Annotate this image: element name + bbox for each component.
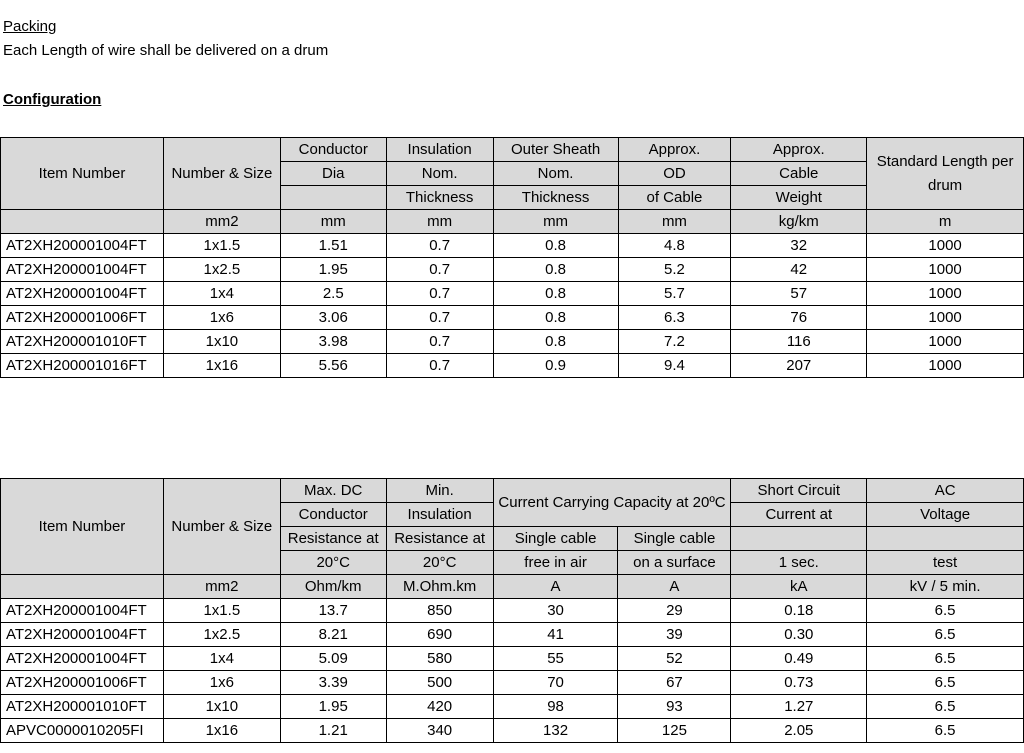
unit-cell	[1, 575, 164, 599]
table-cell: 1000	[867, 330, 1024, 354]
header-max-dc-3: Resistance at	[280, 527, 386, 551]
table-row	[1, 234, 1024, 258]
table-cell: 6.5	[867, 623, 1024, 647]
table-cell: 29	[618, 599, 731, 623]
packing-heading: Packing	[3, 18, 57, 35]
header-min-insulation-4: 20°C	[386, 551, 493, 575]
header-approx-weight-2: Cable	[731, 162, 867, 186]
header-max-dc-2: Conductor	[280, 503, 386, 527]
table-cell: 1x4	[163, 282, 280, 306]
table-cell: 0.7	[386, 258, 493, 282]
header-approx-od-2: OD	[618, 162, 731, 186]
header-short-circuit-4: 1 sec.	[731, 551, 867, 575]
item-number-cell: AT2XH200001004FT	[1, 623, 164, 647]
table-cell: 1.27	[731, 695, 867, 719]
table-cell: 6.5	[867, 647, 1024, 671]
table-cell: 0.49	[731, 647, 867, 671]
table-cell: 0.8	[493, 234, 618, 258]
unit-cell: kA	[731, 575, 867, 599]
table-cell: 1x10	[163, 695, 280, 719]
table-cell: 0.8	[493, 282, 618, 306]
table-cell: 5.56	[280, 354, 386, 378]
table-row	[1, 719, 1024, 743]
table-cell: 0.9	[493, 354, 618, 378]
header-min-insulation-3: Resistance at	[386, 527, 493, 551]
table-cell: 3.06	[280, 306, 386, 330]
header-ac-voltage-4: test	[867, 551, 1024, 575]
table-cell: 500	[386, 671, 493, 695]
table-cell: 1x1.5	[163, 599, 280, 623]
units-row	[1, 575, 1024, 599]
table-cell: 0.8	[493, 258, 618, 282]
table-row	[1, 647, 1024, 671]
configuration-table	[0, 137, 1024, 378]
item-number-cell: AT2XH200001006FT	[1, 671, 164, 695]
header-approx-weight: Approx.	[731, 138, 867, 162]
unit-cell: A	[493, 575, 618, 599]
unit-cell: mm	[280, 210, 386, 234]
table-cell: 6.5	[867, 719, 1024, 743]
table-cell: 0.7	[386, 330, 493, 354]
item-number-cell: AT2XH200001004FT	[1, 282, 164, 306]
table-cell: 580	[386, 647, 493, 671]
table-row	[1, 695, 1024, 719]
table-cell: 5.2	[618, 258, 731, 282]
unit-cell: mm	[493, 210, 618, 234]
table-cell: 1.51	[280, 234, 386, 258]
table-cell: 690	[386, 623, 493, 647]
table-cell: 1x16	[163, 354, 280, 378]
table-row	[1, 354, 1024, 378]
table-cell: 0.7	[386, 354, 493, 378]
item-number-cell: AT2XH200001004FT	[1, 647, 164, 671]
header-short-circuit-3	[731, 527, 867, 551]
table-cell: 55	[493, 647, 618, 671]
table-cell: 42	[731, 258, 867, 282]
header-max-dc-4: 20°C	[280, 551, 386, 575]
table-cell: 3.98	[280, 330, 386, 354]
header-insulation: Insulation	[386, 138, 493, 162]
table-cell: 8.21	[280, 623, 386, 647]
table-cell: 1000	[867, 354, 1024, 378]
table-cell: 6.5	[867, 695, 1024, 719]
table-cell: 5.7	[618, 282, 731, 306]
table-cell: 1000	[867, 234, 1024, 258]
table-cell: 6.5	[867, 671, 1024, 695]
table-cell: 0.8	[493, 306, 618, 330]
table-row	[1, 599, 1024, 623]
table-cell: 1x6	[163, 671, 280, 695]
table-cell: 67	[618, 671, 731, 695]
table-cell: 13.7	[280, 599, 386, 623]
unit-cell	[1, 210, 164, 234]
table-cell: 4.8	[618, 234, 731, 258]
header-conductor-2: Dia	[280, 162, 386, 186]
header-number-size: Number & Size	[163, 138, 280, 210]
table-cell: 32	[731, 234, 867, 258]
header-short-circuit: Short Circuit	[731, 479, 867, 503]
table-cell: 0.7	[386, 234, 493, 258]
header-free-in-air: Single cable	[493, 527, 618, 551]
table-cell: 9.4	[618, 354, 731, 378]
table-cell: 1.95	[280, 258, 386, 282]
table-cell: 1x16	[163, 719, 280, 743]
table-cell: 1000	[867, 258, 1024, 282]
configuration-heading: Configuration	[3, 91, 102, 108]
table-row	[1, 306, 1024, 330]
packing-text: Each Length of wire shall be delivered on a drum	[3, 42, 329, 59]
table-cell: 3.39	[280, 671, 386, 695]
table-cell: 1x10	[163, 330, 280, 354]
table-row	[1, 258, 1024, 282]
table-row	[1, 671, 1024, 695]
table-cell: 39	[618, 623, 731, 647]
table-cell: 850	[386, 599, 493, 623]
item-number-cell: APVC0000010205FI	[1, 719, 164, 743]
table-cell: 1000	[867, 282, 1024, 306]
unit-cell: M.Ohm.km	[386, 575, 493, 599]
unit-cell: mm2	[163, 575, 280, 599]
header-current-capacity: Current Carrying Capacity at 20ºC	[493, 479, 731, 527]
unit-cell: m	[867, 210, 1024, 234]
table-cell: 207	[731, 354, 867, 378]
table-cell: 420	[386, 695, 493, 719]
table-cell: 0.7	[386, 306, 493, 330]
unit-cell: mm	[386, 210, 493, 234]
header-on-surface: Single cable	[618, 527, 731, 551]
table-cell: 340	[386, 719, 493, 743]
table-cell: 1x2.5	[163, 258, 280, 282]
header-conductor-3	[280, 186, 386, 210]
table-cell: 116	[731, 330, 867, 354]
unit-cell: mm	[618, 210, 731, 234]
header-outer-sheath-2: Nom.	[493, 162, 618, 186]
table-cell: 5.09	[280, 647, 386, 671]
header-on-surface-2: on a surface	[618, 551, 731, 575]
header-item-number: Item Number	[1, 479, 164, 575]
item-number-cell: AT2XH200001004FT	[1, 234, 164, 258]
table-cell: 1.95	[280, 695, 386, 719]
table-cell: 2.5	[280, 282, 386, 306]
header-ac-voltage-3	[867, 527, 1024, 551]
table-cell: 98	[493, 695, 618, 719]
table-cell: 0.30	[731, 623, 867, 647]
header-approx-od: Approx.	[618, 138, 731, 162]
unit-cell: kg/km	[731, 210, 867, 234]
table-cell: 0.73	[731, 671, 867, 695]
table-cell: 52	[618, 647, 731, 671]
table-cell: 41	[493, 623, 618, 647]
item-number-cell: AT2XH200001004FT	[1, 599, 164, 623]
header-short-circuit-2: Current at	[731, 503, 867, 527]
table-cell: 57	[731, 282, 867, 306]
table-cell: 1000	[867, 306, 1024, 330]
table-cell: 6.3	[618, 306, 731, 330]
table-cell: 0.8	[493, 330, 618, 354]
units-row	[1, 210, 1024, 234]
header-insulation-3: Thickness	[386, 186, 493, 210]
header-item-number: Item Number	[1, 138, 164, 210]
table-cell: 6.5	[867, 599, 1024, 623]
unit-cell: Ohm/km	[280, 575, 386, 599]
table-cell: 0.18	[731, 599, 867, 623]
table-cell: 70	[493, 671, 618, 695]
table-row	[1, 282, 1024, 306]
table-cell: 7.2	[618, 330, 731, 354]
item-number-cell: AT2XH200001004FT	[1, 258, 164, 282]
table-cell: 1x1.5	[163, 234, 280, 258]
header-free-in-air-2: free in air	[493, 551, 618, 575]
table-cell: 125	[618, 719, 731, 743]
table-cell: 2.05	[731, 719, 867, 743]
header-standard-length: Standard Length per drum	[867, 138, 1024, 210]
table-cell: 132	[493, 719, 618, 743]
item-number-cell: AT2XH200001006FT	[1, 306, 164, 330]
header-conductor: Conductor	[280, 138, 386, 162]
header-number-size: Number & Size	[163, 479, 280, 575]
header-approx-weight-3: Weight	[731, 186, 867, 210]
header-insulation-2: Nom.	[386, 162, 493, 186]
table-cell: 1x4	[163, 647, 280, 671]
header-max-dc: Max. DC	[280, 479, 386, 503]
header-ac-voltage-2: Voltage	[867, 503, 1024, 527]
item-number-cell: AT2XH200001016FT	[1, 354, 164, 378]
table-cell: 30	[493, 599, 618, 623]
table-cell: 93	[618, 695, 731, 719]
table-cell: 1x2.5	[163, 623, 280, 647]
header-outer-sheath-3: Thickness	[493, 186, 618, 210]
header-ac-voltage: AC	[867, 479, 1024, 503]
header-min-insulation-2: Insulation	[386, 503, 493, 527]
unit-cell: A	[618, 575, 731, 599]
header-min-insulation: Min.	[386, 479, 493, 503]
table-cell: 76	[731, 306, 867, 330]
table-cell: 0.7	[386, 282, 493, 306]
unit-cell: mm2	[163, 210, 280, 234]
table-cell: 1x6	[163, 306, 280, 330]
header-approx-od-3: of Cable	[618, 186, 731, 210]
table-row	[1, 623, 1024, 647]
table-cell: 1.21	[280, 719, 386, 743]
table-row	[1, 330, 1024, 354]
unit-cell: kV / 5 min.	[867, 575, 1024, 599]
item-number-cell: AT2XH200001010FT	[1, 330, 164, 354]
header-outer-sheath: Outer Sheath	[493, 138, 618, 162]
item-number-cell: AT2XH200001010FT	[1, 695, 164, 719]
electrical-table	[0, 478, 1024, 743]
